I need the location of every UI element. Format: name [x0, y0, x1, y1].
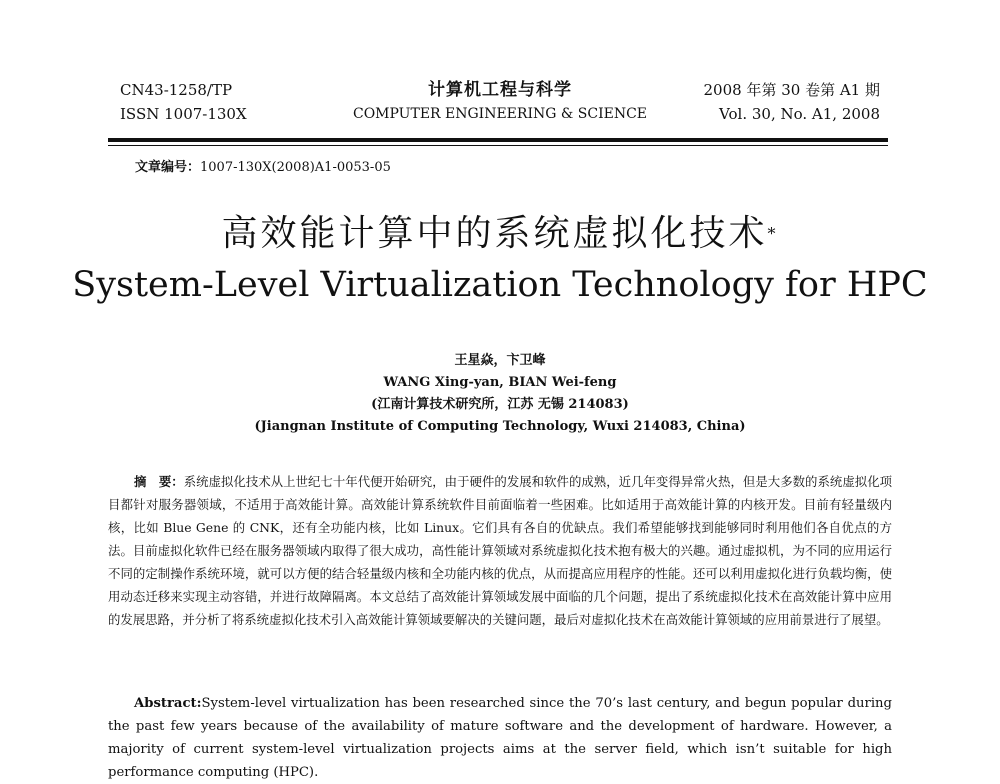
issue-en: Vol. 30, No. A1, 2008 [719, 105, 880, 123]
abstract-en [108, 692, 892, 784]
authors-en: WANG Xing-yan, BIAN Wei-feng [383, 375, 617, 390]
abstract-cn [108, 470, 892, 631]
article-number-label: 文章编号： [135, 160, 201, 175]
affiliation-en: (Jiangnan Institute of Computing Technology, Wuxi 214083, China) [254, 419, 746, 434]
title-en: System-Level Virtualization Technology for HPC [72, 265, 928, 305]
journal-codes [120, 78, 247, 126]
authors-cn: 王星焱，卞卫峰 [454, 353, 546, 368]
abstract-cn-label: 摘 要： [134, 474, 184, 489]
journal-name [353, 78, 647, 126]
abstract-cn-text: 系统虚拟化技术从上世纪七十年代便开始研究，由于硬件的发展和软件的成熟，近几年变得异常火热，但是大多数的系统虚拟化项目都针对服务器领域，不适用于高效能计算。高效能计算系统软件目前面临着一些困难。比如适用于高效能计算的内核开发。目前有轻量级内核，比如 Blue Gene 的 CNK，还有全功能内核，比如 Linux。它们具有各自的优缺点。我们希望能够找到能够同时利用他们各自优点的方法。目前虚拟化软件已经在服务器领域内取得了很大成功，高性能计算领域对系统虚拟化技术抱有极大的兴趣。通过虚拟机，为不同的应用运行不同的定制操作系统环境，就可以方便的结合轻量级内核和全功能内核的优点，从而提高应用程序的性能。还可以利用虚拟化进行负载均衡，使用动态迁移来实现主动容错，并进行故障隔离。本文总结了高效能计算领域发展中面临的几个问题，提出了系统虚拟化技术在高效能计算中应用的发展思路，并分析了将系统虚拟化技术引入高效能计算领域要解决的关键问题，最后对虚拟化技术在高效能计算领域的应用前景进行了展望。 [108, 474, 893, 627]
journal-issue [704, 78, 880, 126]
author-block [0, 350, 1000, 438]
journal-name-cn: 计算机工程与科学 [428, 80, 572, 100]
article-number-value: 1007-130X(2008)A1-0053-05 [200, 160, 391, 175]
title-cn [0, 212, 1000, 256]
header-rule-thin [108, 145, 888, 146]
article-number [135, 156, 391, 175]
cn-code: CN43-1258/TP [120, 81, 233, 99]
title-footnote-mark: * [767, 224, 779, 243]
journal-name-en: COMPUTER ENGINEERING & SCIENCE [352, 106, 648, 122]
issue-cn: 2008 年第 30 卷第 A1 期 [703, 81, 880, 99]
affiliation-cn: (江南计算技术研究所，江苏 无锡 214083) [371, 397, 629, 412]
abstract-en-label: Abstract: [134, 696, 202, 711]
abstract-en-text: System-level virtualization has been researched since the 70’s last century, and begun popular during the past few years because of the availability of mature software and the development of hardware. However, a majority of current system-level virtualization projects aims at the server field, which isn’t suitable for high performance computing (HPC). [108, 696, 892, 780]
header-rule-thick [108, 138, 888, 142]
title-cn-text: 高效能计算中的系统虚拟化技术 [221, 213, 768, 254]
issn-code: ISSN 1007-130X [120, 105, 247, 123]
